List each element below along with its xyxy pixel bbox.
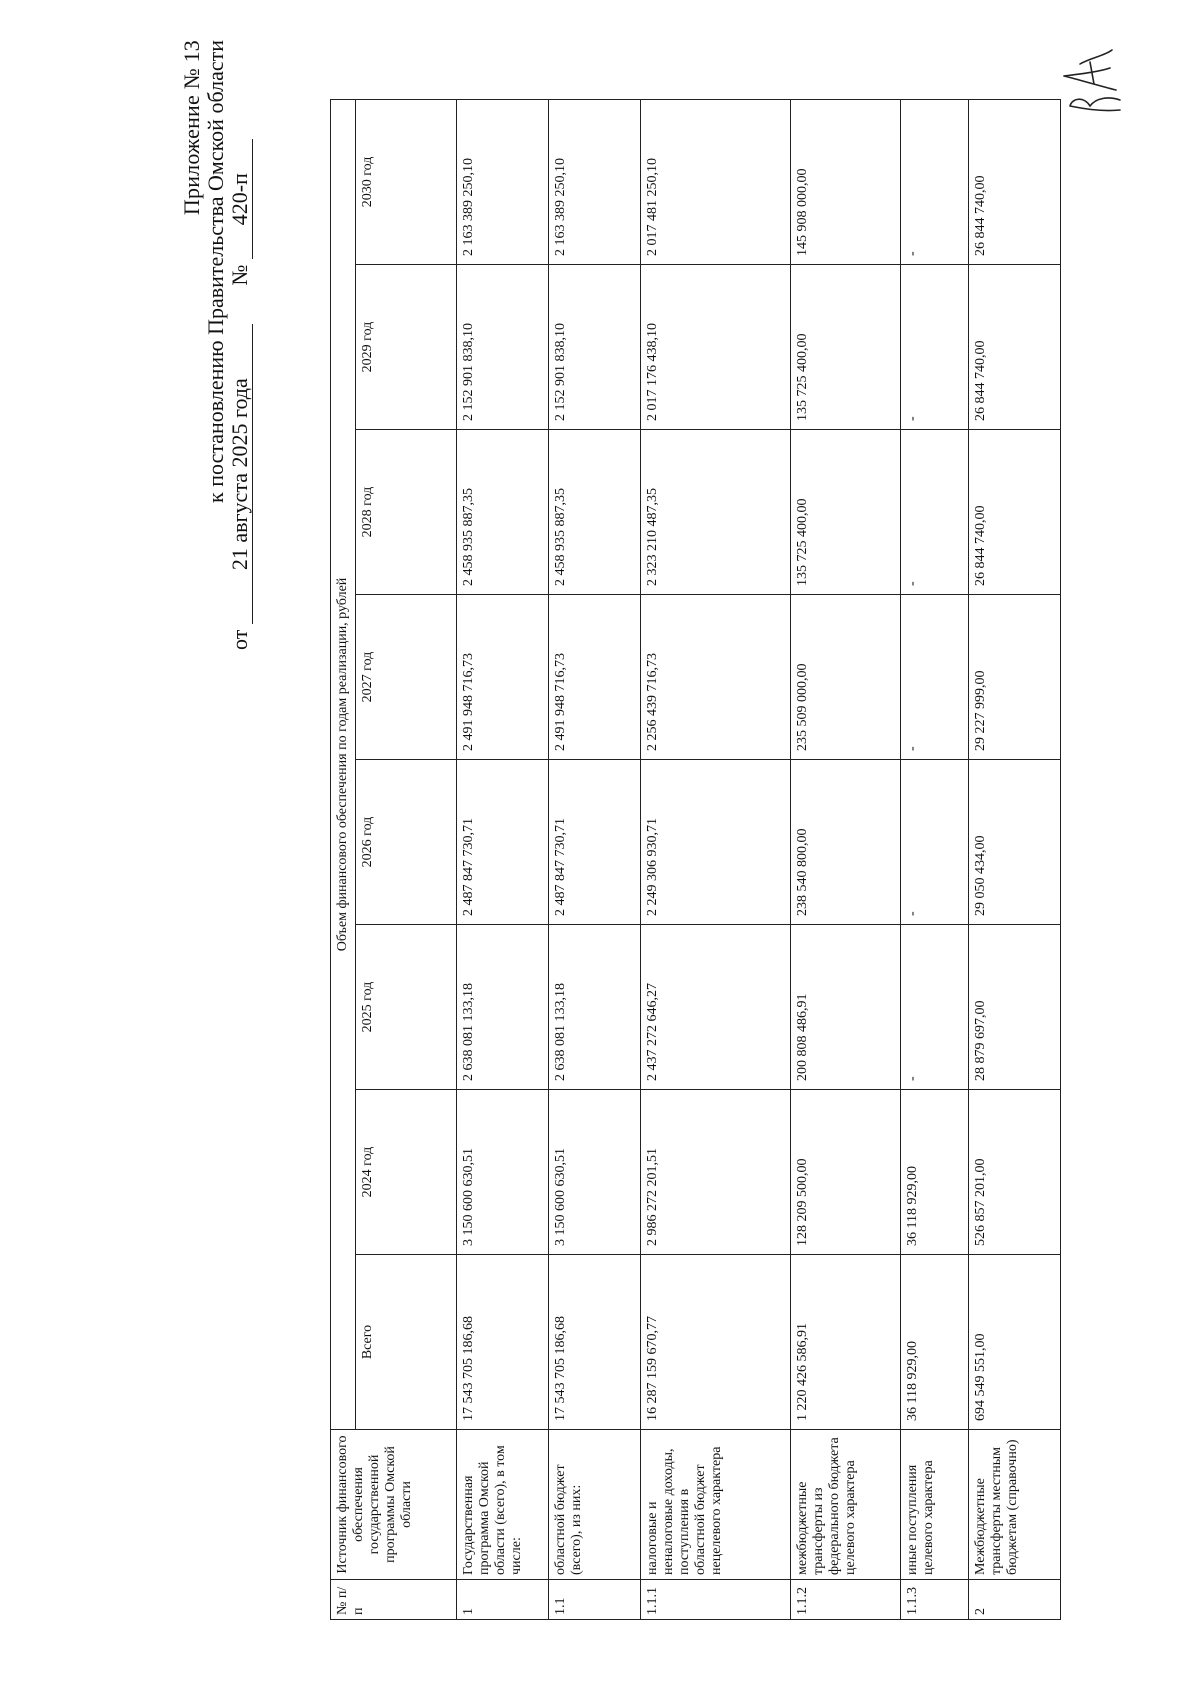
table-row: [791, 99, 901, 1619]
signature-mark: [1050, 40, 1140, 120]
row-value: -: [901, 99, 969, 264]
row-source: межбюджетные трансферты из федерального бюджета целевого характера: [791, 1430, 901, 1580]
row-index: 1.1.1: [641, 1580, 791, 1620]
row-value: 3 150 600 630,51: [457, 1090, 549, 1255]
row-value: 135 725 400,00: [791, 265, 901, 430]
row-value: 2 163 389 250,10: [549, 99, 641, 264]
row-source: налоговые и неналоговые доходы, поступления в областной бюджет нецелевого характера: [641, 1430, 791, 1580]
header-year: 2028 год: [356, 430, 457, 595]
financing-table: [330, 99, 1061, 1620]
header-source: Источник финансового обеспечения государственной программы Омской области: [331, 1430, 457, 1580]
row-value: 36 118 929,00: [901, 1090, 969, 1255]
row-value: 145 908 000,00: [791, 99, 901, 264]
row-value: -: [901, 925, 969, 1090]
row-source: иные поступления целевого характера: [901, 1430, 969, 1580]
row-value: 2 323 210 487,35: [641, 430, 791, 595]
row-value: 2 249 306 930,71: [641, 760, 791, 925]
header-year: 2029 год: [356, 265, 457, 430]
row-value: 1 220 426 586,91: [791, 1255, 901, 1430]
row-value: 200 808 486,91: [791, 925, 901, 1090]
row-index: 1.1.2: [791, 1580, 901, 1620]
row-value: 238 540 800,00: [791, 760, 901, 925]
row-index: 1.1.3: [901, 1580, 969, 1620]
row-value: 17 543 705 186,68: [549, 1255, 641, 1430]
row-value: 128 209 500,00: [791, 1090, 901, 1255]
number-label: №: [227, 264, 252, 286]
row-value: 2 487 847 730,71: [457, 760, 549, 925]
row-value: 29 050 434,00: [969, 760, 1061, 925]
row-value: 2 017 481 250,10: [641, 99, 791, 264]
row-value: 135 725 400,00: [791, 430, 901, 595]
row-source: областной бюджет (всего), из них:: [549, 1430, 641, 1580]
row-index: 1: [457, 1580, 549, 1620]
row-value: 2 163 389 250,10: [457, 99, 549, 264]
resolution-reference: к постановлению Правительства Омской области: [203, 40, 228, 503]
row-value: 28 879 697,00: [969, 925, 1061, 1090]
table-row: [457, 99, 549, 1619]
header-year: 2027 год: [356, 595, 457, 760]
appendix-title: Приложение № 13: [179, 40, 204, 216]
table-header-row-2: [356, 99, 457, 1619]
table-row: [641, 99, 791, 1619]
handwritten-signature: [1050, 40, 1140, 120]
header-year: 2030 год: [356, 99, 457, 264]
document-header: [180, 40, 253, 660]
row-value: -: [901, 430, 969, 595]
header-year: 2025 год: [356, 925, 457, 1090]
row-value: 26 844 740,00: [969, 99, 1061, 264]
row-value: 2 458 935 887,35: [549, 430, 641, 595]
row-value: 526 857 201,00: [969, 1090, 1061, 1255]
row-value: 2 638 081 133,18: [457, 925, 549, 1090]
row-value: -: [901, 595, 969, 760]
row-value: 2 458 935 887,35: [457, 430, 549, 595]
row-index: 1.1: [549, 1580, 641, 1620]
table-row: [901, 99, 969, 1619]
row-value: 16 287 159 670,77: [641, 1255, 791, 1430]
table-body: [457, 99, 1061, 1619]
rotated-page: [60, 40, 1160, 1640]
row-source: Межбюджетные трансферты местным бюджетам (справочно): [969, 1430, 1061, 1580]
row-value: 2 152 901 838,10: [549, 265, 641, 430]
row-value: 2 491 948 716,73: [549, 595, 641, 760]
row-source: Государственная программа Омской области (всего), в том числе:: [457, 1430, 549, 1580]
header-volume-group: Объем финансового обеспечения по годам реализации, рублей: [331, 99, 356, 1429]
row-value: 2 017 176 438,10: [641, 265, 791, 430]
resolution-number: 420-п: [228, 139, 253, 259]
row-value: -: [901, 265, 969, 430]
row-index: 2: [969, 1580, 1061, 1620]
row-value: 36 118 929,00: [901, 1255, 969, 1430]
row-value: 2 638 081 133,18: [549, 925, 641, 1090]
row-value: 26 844 740,00: [969, 430, 1061, 595]
from-label: от: [227, 629, 252, 650]
row-value: 694 549 551,00: [969, 1255, 1061, 1430]
row-value: 26 844 740,00: [969, 265, 1061, 430]
row-value: 2 491 948 716,73: [457, 595, 549, 760]
row-value: 235 509 000,00: [791, 595, 901, 760]
table-row: [549, 99, 641, 1619]
table-header-row-1: [331, 99, 356, 1619]
header-year: 2026 год: [356, 760, 457, 925]
row-value: -: [901, 760, 969, 925]
row-value: 3 150 600 630,51: [549, 1090, 641, 1255]
row-value: 2 152 901 838,10: [457, 265, 549, 430]
row-value: 29 227 999,00: [969, 595, 1061, 760]
header-index: № п/п: [331, 1580, 457, 1620]
row-value: 2 986 272 201,51: [641, 1090, 791, 1255]
date-number-line: [228, 40, 253, 660]
header-year: Всего: [356, 1255, 457, 1430]
row-value: 2 256 439 716,73: [641, 595, 791, 760]
table-row: [969, 99, 1061, 1619]
resolution-date: 21 августа 2025 года: [228, 324, 253, 624]
row-value: 2 437 272 646,27: [641, 925, 791, 1090]
row-value: 17 543 705 186,68: [457, 1255, 549, 1430]
header-year: 2024 год: [356, 1090, 457, 1255]
row-value: 2 487 847 730,71: [549, 760, 641, 925]
